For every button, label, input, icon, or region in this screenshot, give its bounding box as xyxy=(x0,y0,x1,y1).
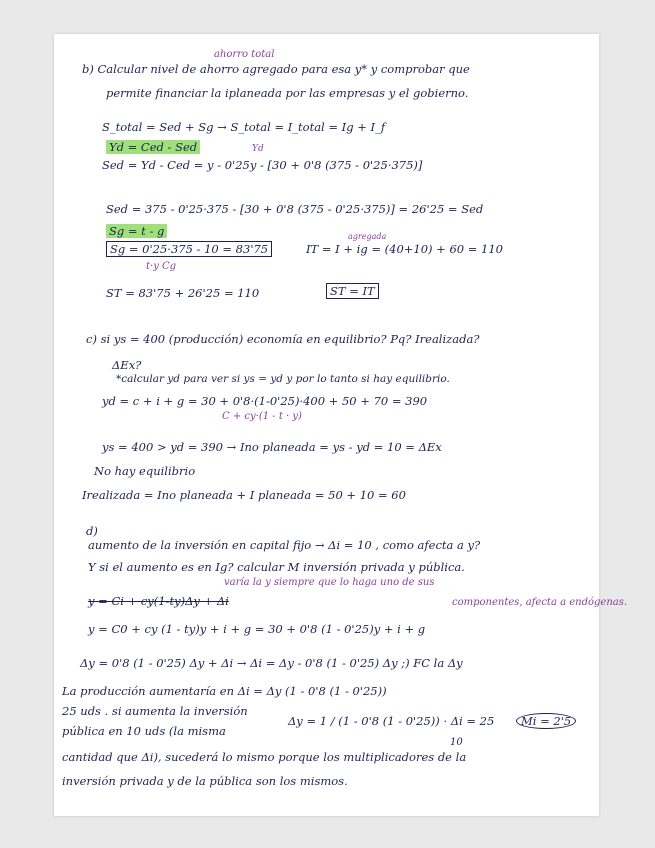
sed-value: Sed = 375 - 0'25·375 - [30 + 0'8 (375 - 0'25·375)] = 26'25 = Sed xyxy=(106,202,484,216)
sg-label: Sg = t - g xyxy=(106,224,167,238)
production-paragraph-line5: inversión privada y de la pública son los mismos. xyxy=(62,774,348,788)
notebook-page xyxy=(54,34,628,816)
ten-value: 10 xyxy=(450,737,463,748)
multiplier-value: Mi = 2'5 xyxy=(516,714,576,728)
production-paragraph-line3: pública en 10 uds (la misma xyxy=(62,724,226,738)
section-d-line2: Y si el aumento es en Ig? calcular M inversión privada y pública. xyxy=(88,560,465,574)
no-equilibrium: No hay equilibrio xyxy=(94,464,196,478)
production-paragraph-line2: 25 uds . si aumenta la inversión xyxy=(62,704,248,718)
stotal-equation: S_total = Sed + Sg → S_total = I_total = Ig + I_f xyxy=(102,120,386,134)
section-d-note1: varía la y siempre que lo haga uno de sus xyxy=(224,577,435,588)
delta-y-result: Δy = 1 / (1 - 0'8 (1 - 0'25)) · Δi = 25 xyxy=(288,714,495,728)
st-value: ST = 83'75 + 26'25 = 110 xyxy=(106,286,260,300)
agregada-note: agregada xyxy=(348,232,387,241)
strikethrough-equation: y = Ci + cy(1-ty)Δy + Δi xyxy=(88,594,229,608)
section-b-line2: permite financiar la iplaneada por las empresas y el gobierno. xyxy=(106,86,469,100)
section-d-label: d) xyxy=(86,524,98,538)
section-d-line1: aumento de la inversión en capital fijo → Δi = 10 , como afecta a y? xyxy=(88,538,481,552)
st-equals-it: ST = IT xyxy=(326,284,379,298)
irealizada-equation: Irealizada = Ino planeada + I planeada = 50 + 10 = 60 xyxy=(82,488,406,502)
section-c-line2: ΔEx? xyxy=(112,358,142,372)
production-paragraph-line1: La producción aumentaría en Δi = Δy (1 - 0'8 (1 - 0'25)) xyxy=(62,684,387,698)
yd-label: Yd = Ced - Sed xyxy=(106,140,200,154)
section-c-line1: c) si ys = 400 (producción) economía en equilibrio? Pq? Irealizada? xyxy=(86,332,480,346)
yd-note: Yd xyxy=(252,144,264,154)
delta-y-equation: Δy = 0'8 (1 - 0'25) Δy + Δi → Δi = Δy - 0'8 (1 - 0'25) Δy ;) FC la Δy xyxy=(80,656,463,670)
yd-equation-note: C + cy·(1 - t · y) xyxy=(222,411,302,422)
sg-value: Sg = 0'25·375 - 10 = 83'75 xyxy=(106,242,272,256)
yd-equation: yd = c + i + g = 30 + 0'8·(1-0'25)·400 + 50 + 70 = 390 xyxy=(102,394,428,408)
ys-equation: ys = 400 > yd = 390 → Ino planeada = ys - yd = 10 = ΔEx xyxy=(102,440,442,454)
section-c-line3: *calcular yd para ver si ys = yd y por lo tanto si hay equilibrio. xyxy=(116,373,450,385)
section-d-note2: componentes, afecta a endógenas. xyxy=(452,597,628,608)
it-value: IT = I + ig = (40+10) + 60 = 110 xyxy=(306,242,503,256)
y-equation: y = C0 + cy (1 - ty)y + i + g = 30 + 0'8 (1 - 0'25)y + i + g xyxy=(88,622,426,636)
sg-note: t·y Cg xyxy=(146,261,177,272)
sed-formula: Sed = Yd - Ced = y - 0'25y - [30 + 0'8 (375 - 0'25·375)] xyxy=(102,158,423,172)
section-b-line1: b) Calcular nivel de ahorro agregado para esa y* y comprobar que xyxy=(82,62,470,76)
production-paragraph-line4: cantidad que Δi), sucederá lo mismo porque los multiplicadores de la xyxy=(62,750,467,764)
ahorro-total-note: ahorro total xyxy=(214,49,275,60)
